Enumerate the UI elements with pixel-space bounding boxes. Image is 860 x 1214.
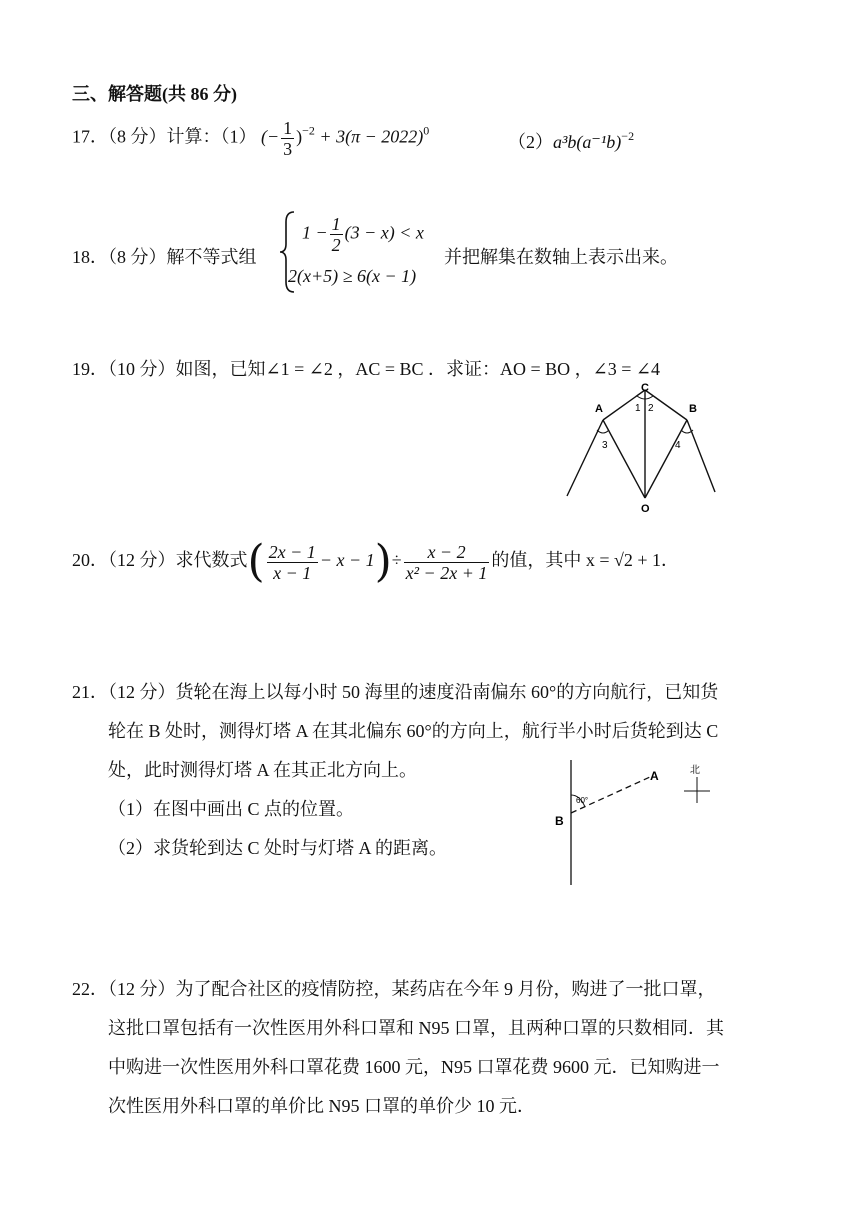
q20-rparen: ) — [374, 536, 392, 587]
q17-points: （8 分） — [108, 126, 167, 147]
q17-number: 17． — [72, 126, 108, 147]
q17-part2-exp: −2 — [621, 129, 635, 143]
label-a: A — [595, 403, 603, 415]
q17-part2 — [508, 128, 634, 154]
q20-points: （12 分） — [108, 550, 176, 571]
q17-exp2: 0 — [423, 123, 430, 138]
q18-inequality-1 — [302, 214, 424, 255]
q17-part1-label: （1） — [220, 126, 257, 147]
q21-figure — [550, 755, 730, 890]
q17-part1-open: (− — [261, 126, 280, 147]
label-60-degree: 60° — [576, 796, 589, 805]
question-20 — [72, 536, 680, 587]
q17-fraction — [281, 118, 294, 159]
q22-number: 22． — [72, 979, 108, 999]
q19-points: （10 分） — [108, 359, 176, 379]
q21-sub-1: （1）在图中画出 C 点的位置。 — [108, 799, 355, 819]
q20-div: ÷ — [391, 550, 402, 571]
label-b: B — [689, 403, 697, 415]
q19-figure — [555, 378, 725, 518]
q17-part1-close: ) — [296, 126, 303, 147]
label-angle-4: 4 — [675, 440, 681, 451]
q18-ineq1-pre: 1 − — [302, 222, 328, 243]
q22-line1-text: 为了配合社区的疫情防控，某药店在今年 9 月份，购进了一批口罩， — [175, 979, 716, 999]
label-angle-3: 3 — [602, 440, 608, 451]
q20-f2-num: x − 2 — [404, 542, 490, 563]
q21-points: （12 分） — [108, 682, 176, 702]
question-17 — [72, 118, 429, 159]
q18-number: 18． — [72, 247, 108, 267]
q18-frac-den: 2 — [331, 235, 341, 255]
q17-exp1: −2 — [302, 123, 315, 138]
q21-line-2: 轮在 B 处时，测得灯塔 A 在其北偏东 60°的方向上，航行半小时后货轮到达 C — [108, 721, 719, 741]
segment-ao — [603, 420, 645, 498]
label-angle-1: 1 — [635, 403, 641, 414]
bearing-line-ba — [571, 777, 650, 813]
ray-b — [687, 420, 715, 492]
q20-fraction-2 — [404, 542, 490, 583]
q22-line-1 — [72, 975, 716, 1001]
q20-lparen: ( — [247, 536, 265, 587]
q19-number: 19． — [72, 359, 108, 379]
q17-frac-num: 1 — [283, 118, 293, 138]
q18-fraction — [330, 214, 343, 255]
q22-line-4: 次性医用外科口罩的单价比 N95 口罩的单价少 10 元． — [108, 1096, 535, 1116]
q18-suffix: 并把解集在数轴上表示出来。 — [444, 247, 678, 267]
q18-points: （8 分） — [108, 247, 167, 267]
label-c: C — [641, 382, 649, 394]
q18-frac-num: 1 — [331, 214, 341, 234]
ray-a — [567, 420, 603, 496]
q21-sub-2: （2）求货轮到达 C 处时与灯塔 A 的距离。 — [108, 838, 448, 858]
q20-prompt: 求代数式 — [175, 550, 248, 571]
q21-line-1 — [72, 678, 718, 704]
segment-bo — [645, 420, 687, 498]
compass-north-label: 北 — [690, 765, 700, 776]
q17-frac-den: 3 — [283, 139, 293, 159]
q21-number: 21． — [72, 682, 108, 702]
q22-points: （12 分） — [108, 979, 176, 999]
label-o: O — [641, 503, 650, 515]
q19-text: 如图，已知∠1 = ∠2 ，AC = BC ．求证：AO = BO ，∠3 = ∠4 — [175, 359, 660, 379]
label-ship-b: B — [555, 814, 564, 828]
q17-part2-label: （2） — [508, 132, 553, 152]
label-angle-2: 2 — [648, 403, 654, 414]
q20-f2-den: x² − 2x + 1 — [405, 562, 488, 583]
label-lighthouse-a: A — [650, 769, 659, 783]
section-title: 三、解答题(共 86 分) — [72, 84, 237, 104]
q20-number: 20． — [72, 550, 108, 571]
q17-prompt: 计算： — [166, 126, 221, 147]
q20-minus-part: − x − 1 — [319, 550, 375, 571]
q21-line1-text: 货轮在海上以每小时 50 海里的速度沿南偏东 60°的方向航行，已知货 — [175, 682, 719, 702]
q17-part2-expr: a³b(a⁻¹b) — [553, 132, 622, 152]
q18-ineq1-post: (3 − x) < x — [344, 222, 424, 243]
q22-line-3: 中购进一次性医用外科口罩花费 1600 元，N95 口罩花费 9600 元．已知购进一 — [108, 1057, 720, 1077]
q17-part1-rest: + 3(π − 2022) — [314, 126, 424, 147]
q18-inequality-2: 2(x+5) ≥ 6(x − 1) — [288, 266, 417, 286]
q18-prompt: 解不等式组 — [166, 247, 257, 267]
q20-f1-den: x − 1 — [273, 562, 312, 583]
q18-head — [72, 243, 257, 269]
q22-line-2: 这批口罩包括有一次性医用外科口罩和 N95 口罩，且两种口罩的只数相同．其 — [108, 1018, 724, 1038]
q21-line-3: 处，此时测得灯塔 A 在其正北方向上。 — [108, 760, 418, 780]
q20-fraction-1 — [267, 542, 318, 583]
q20-suffix: 的值，其中 x = √2 + 1． — [491, 550, 680, 571]
q20-f1-num: 2x − 1 — [268, 541, 316, 562]
